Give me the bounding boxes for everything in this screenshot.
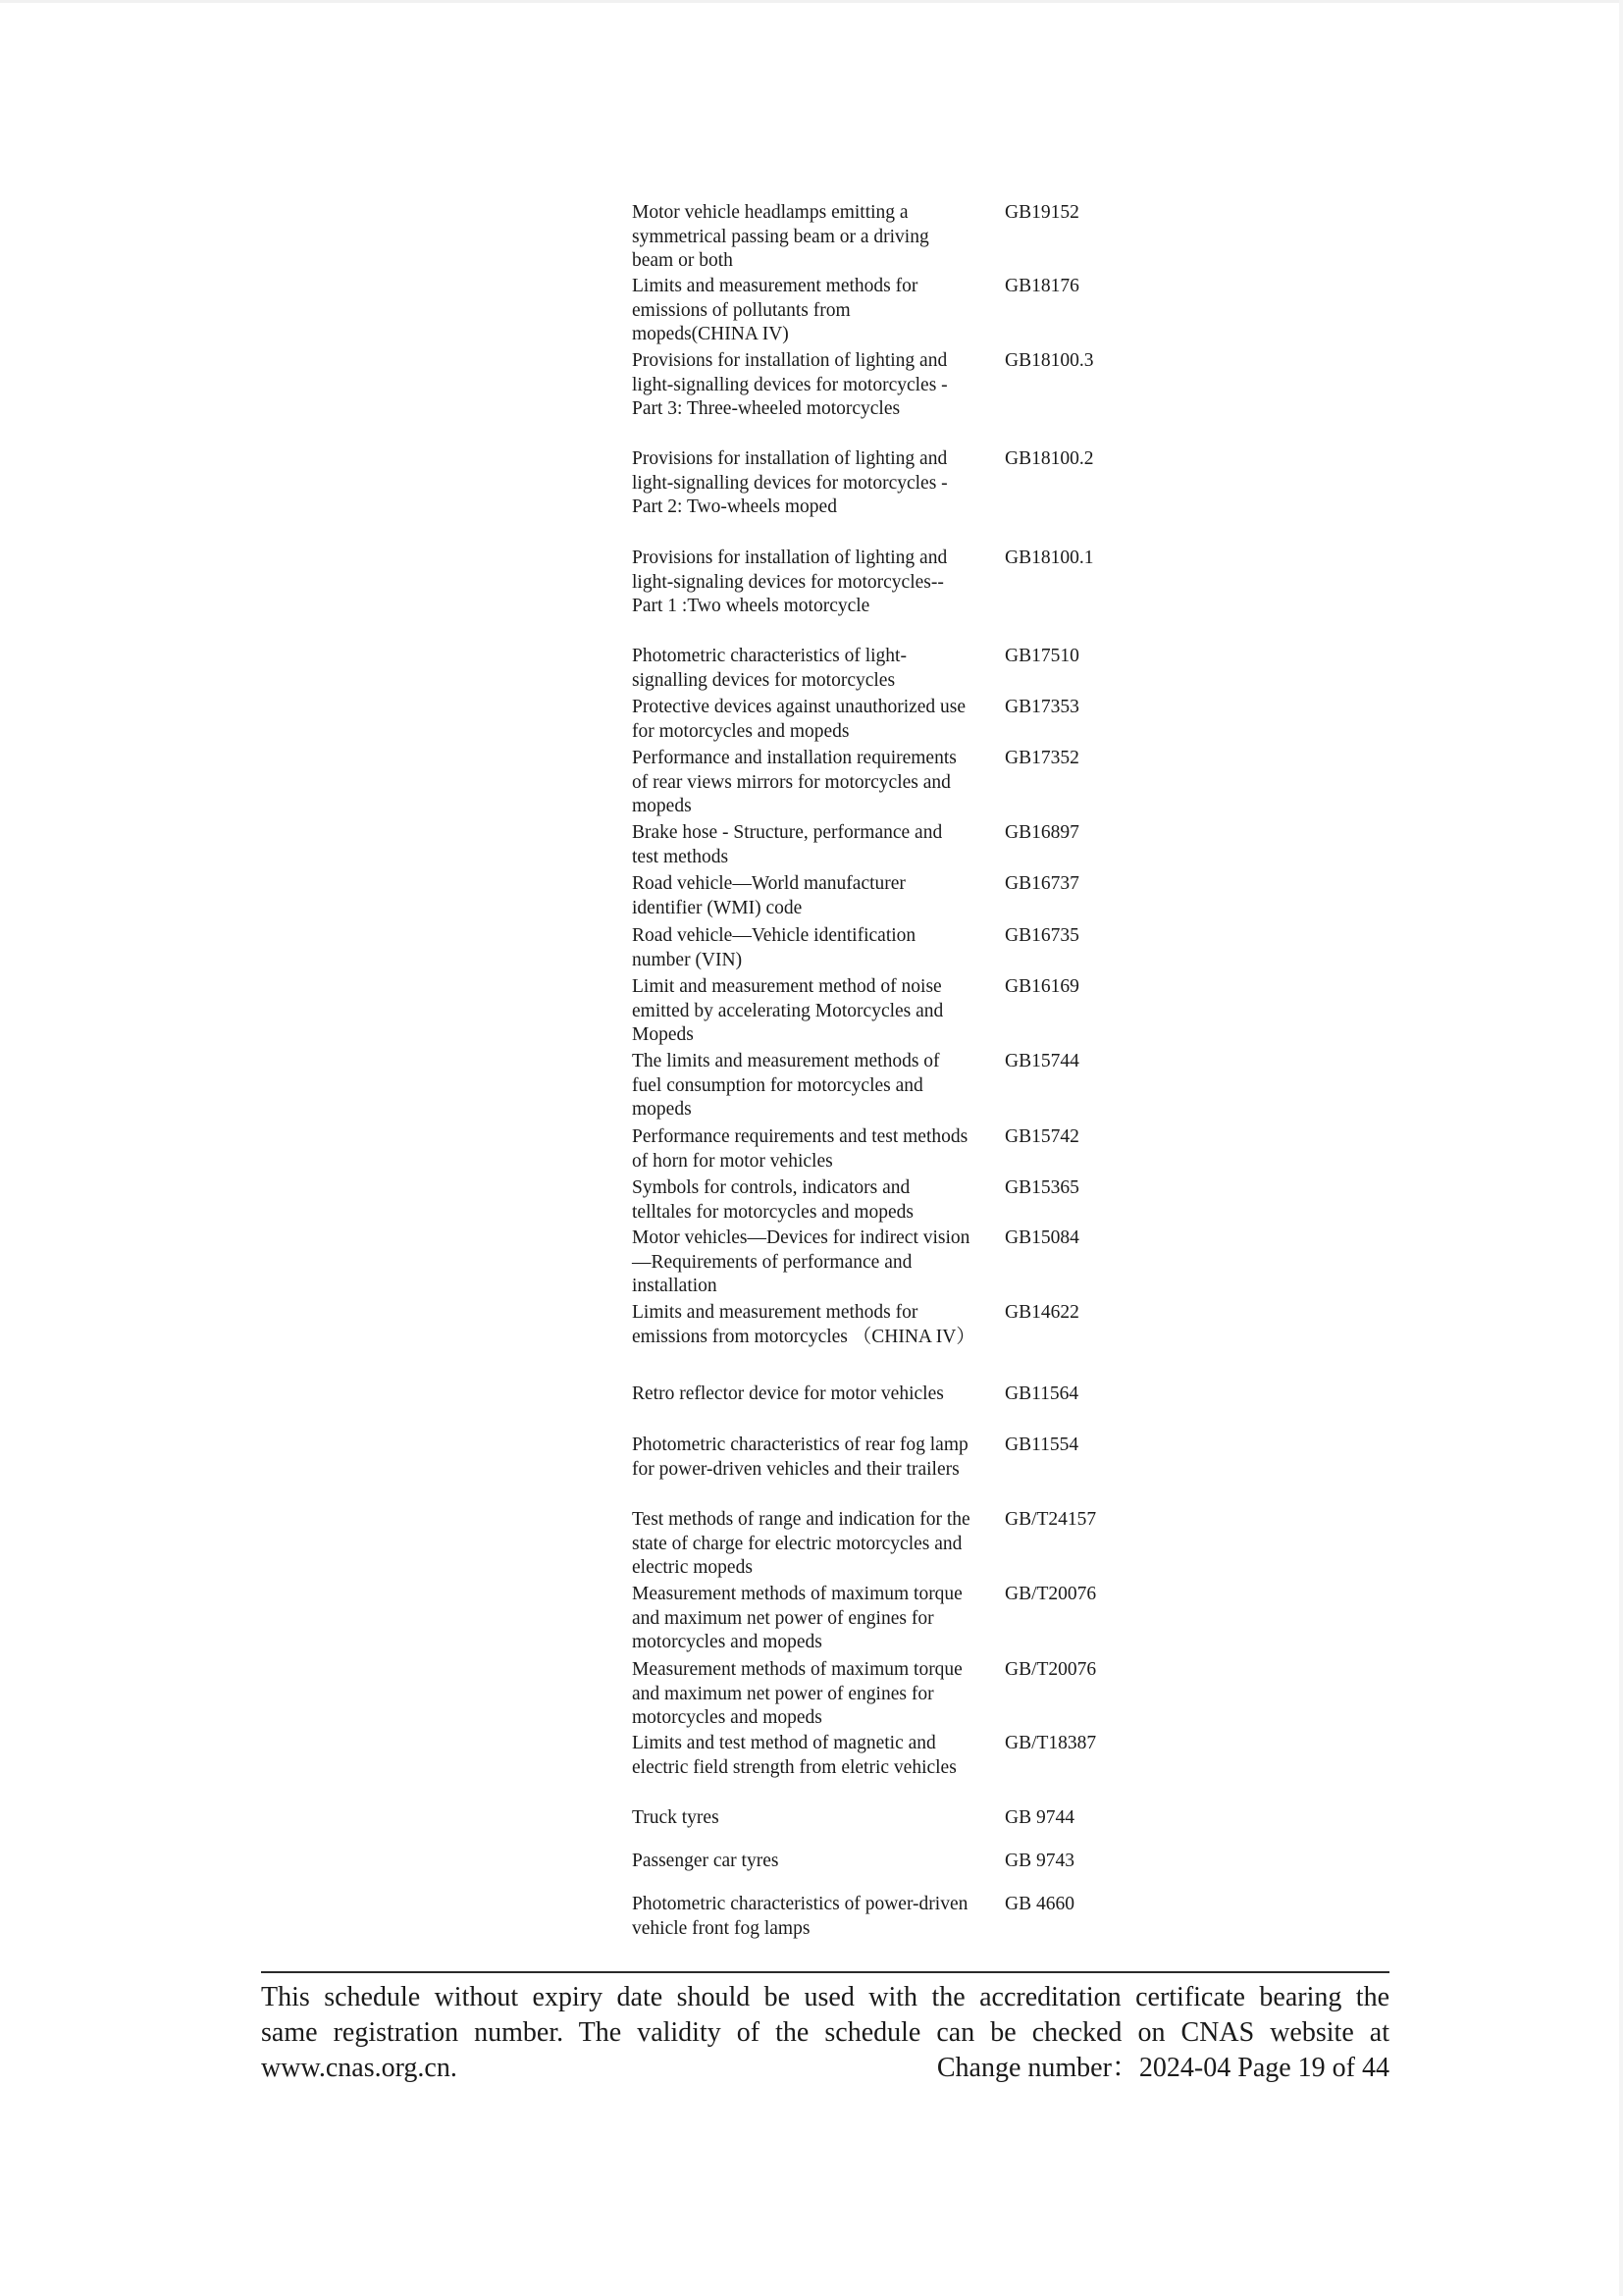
standard-row bbox=[632, 1301, 1181, 1383]
standard-name: Provisions for installation of lighting and light-signalling devices for motorcycles - Part 2: Two-wheels moped bbox=[632, 448, 948, 517]
standard-row bbox=[632, 275, 1181, 349]
standards-list bbox=[632, 201, 1181, 1944]
standard-name: Measurement methods of maximum torque and maximum net power of engines for motorcycles and mopeds bbox=[632, 1584, 963, 1652]
standard-row bbox=[632, 1806, 1181, 1850]
standard-name: Motor vehicles—Devices for indirect vision—Requirements of performance and installation bbox=[632, 1227, 970, 1296]
standard-code: GB15365 bbox=[1005, 1177, 1079, 1198]
standard-row bbox=[632, 1434, 1181, 1508]
standard-code: GB16737 bbox=[1005, 873, 1079, 894]
standard-code: GB 9744 bbox=[1005, 1807, 1074, 1828]
standard-row bbox=[632, 696, 1181, 747]
standard-row bbox=[632, 1658, 1181, 1732]
standard-code: GB17353 bbox=[1005, 697, 1079, 717]
standard-name: Road vehicle—Vehicle identification number (VIN) bbox=[632, 925, 916, 970]
standard-code: GB/T24157 bbox=[1005, 1509, 1097, 1530]
standard-code: GB/T18387 bbox=[1005, 1733, 1097, 1753]
standard-row bbox=[632, 1383, 1181, 1434]
standard-row bbox=[632, 1508, 1181, 1583]
footer-line: same registration number. The validity of the schedule can be checked on CNAS website at bbox=[261, 2017, 1389, 2048]
standard-name: Limits and measurement methods for emissions of pollutants from mopeds(CHINA IV) bbox=[632, 276, 918, 344]
standard-row bbox=[632, 1226, 1181, 1301]
standard-row bbox=[632, 975, 1181, 1050]
standard-name: Brake hose - Structure, performance and test methods bbox=[632, 822, 943, 867]
standard-code: GB18176 bbox=[1005, 276, 1079, 296]
standard-name: Limits and measurement methods for emissions from motorcycles （CHINA IV） bbox=[632, 1302, 975, 1347]
standard-name: Photometric characteristics of power-driven vehicle front fog lamps bbox=[632, 1894, 969, 1939]
standard-row bbox=[632, 1125, 1181, 1176]
standard-row bbox=[632, 747, 1181, 821]
standard-name: Photometric characteristics of light-signalling devices for motorcycles bbox=[632, 646, 907, 691]
standard-name: Provisions for installation of lighting and light-signalling devices for motorcycles - Part 3: Three-wheeled motorcycles bbox=[632, 350, 948, 419]
standard-code: GB 9743 bbox=[1005, 1851, 1074, 1871]
footer-change-info: Change number：2024-04 Page 19 of 44 bbox=[936, 2053, 1389, 2083]
standard-name: Motor vehicle headlamps emitting a symmetrical passing beam or a driving beam or both bbox=[632, 202, 929, 271]
standard-row bbox=[632, 1732, 1181, 1806]
standard-code: GB15744 bbox=[1005, 1051, 1079, 1071]
standard-name: Protective devices against unauthorized use for motorcycles and mopeds bbox=[632, 697, 967, 742]
standard-name: Performance and installation requirements of rear views mirrors for motorcycles and mopeds bbox=[632, 748, 957, 816]
standard-code: GB/T20076 bbox=[1005, 1584, 1097, 1604]
standard-name: Test methods of range and indication for the state of charge for electric motorcycles and electric mopeds bbox=[632, 1509, 970, 1578]
standard-row bbox=[632, 1176, 1181, 1226]
standard-row bbox=[632, 821, 1181, 872]
standard-code: GB18100.2 bbox=[1005, 448, 1094, 469]
standard-name: Truck tyres bbox=[632, 1807, 719, 1828]
standard-code: GB16169 bbox=[1005, 976, 1079, 997]
standard-name: Passenger car tyres bbox=[632, 1851, 779, 1871]
standard-row bbox=[632, 547, 1181, 645]
standard-name: Photometric characteristics of rear fog lamp for power-driven vehicles and their trailers bbox=[632, 1435, 969, 1480]
standard-code: GB16735 bbox=[1005, 925, 1079, 946]
standard-code: GB17510 bbox=[1005, 646, 1079, 666]
standard-code: GB18100.1 bbox=[1005, 548, 1094, 568]
standard-row bbox=[632, 201, 1181, 275]
standard-name: Limits and test method of magnetic and electric field strength from eletric vehicles bbox=[632, 1733, 957, 1778]
standard-row bbox=[632, 1850, 1181, 1893]
standard-code: GB11554 bbox=[1005, 1435, 1079, 1455]
standard-row bbox=[632, 924, 1181, 975]
footer-line: This schedule without expiry date should be used with the accreditation certificate bearing the bbox=[261, 1982, 1389, 2012]
scan-edge-top bbox=[0, 0, 1623, 3]
standard-row bbox=[632, 872, 1181, 924]
standard-code: GB 4660 bbox=[1005, 1894, 1074, 1914]
standard-code: GB15084 bbox=[1005, 1227, 1079, 1248]
standard-name: The limits and measurement methods of fuel consumption for motorcycles and mopeds bbox=[632, 1051, 940, 1120]
standard-code: GB19152 bbox=[1005, 202, 1079, 223]
standard-code: GB11564 bbox=[1005, 1383, 1079, 1404]
footer-website: www.cnas.org.cn. bbox=[261, 2053, 457, 2083]
page-footer bbox=[261, 1971, 1389, 2086]
standard-row bbox=[632, 1893, 1181, 1944]
standard-name: Road vehicle—World manufacturer identifier (WMI) code bbox=[632, 873, 906, 918]
footer-rule bbox=[261, 1971, 1389, 1973]
standard-name: Provisions for installation of lighting and light-signaling devices for motorcycles--Part 1 :Two wheels motorcycle bbox=[632, 548, 948, 616]
standard-code: GB/T20076 bbox=[1005, 1659, 1097, 1680]
standard-row bbox=[632, 349, 1181, 447]
standard-code: GB15742 bbox=[1005, 1126, 1079, 1147]
standard-code: GB16897 bbox=[1005, 822, 1079, 843]
standard-row bbox=[632, 1050, 1181, 1125]
scan-edge-right bbox=[1619, 0, 1623, 2296]
standard-row bbox=[632, 447, 1181, 547]
standard-row bbox=[632, 645, 1181, 696]
standard-name: Measurement methods of maximum torque and maximum net power of engines for motorcycles and mopeds bbox=[632, 1659, 963, 1728]
standard-name: Performance requirements and test methods of horn for motor vehicles bbox=[632, 1126, 969, 1172]
standard-code: GB17352 bbox=[1005, 748, 1079, 768]
footer-last-line bbox=[261, 2051, 1389, 2086]
standard-name: Retro reflector device for motor vehicles bbox=[632, 1383, 944, 1404]
standard-name: Symbols for controls, indicators and telltales for motorcycles and mopeds bbox=[632, 1177, 914, 1223]
standard-row bbox=[632, 1583, 1181, 1658]
standard-name: Limit and measurement method of noise emitted by accelerating Motorcycles and Mopeds bbox=[632, 976, 944, 1045]
standard-code: GB18100.3 bbox=[1005, 350, 1094, 371]
standard-code: GB14622 bbox=[1005, 1302, 1079, 1323]
